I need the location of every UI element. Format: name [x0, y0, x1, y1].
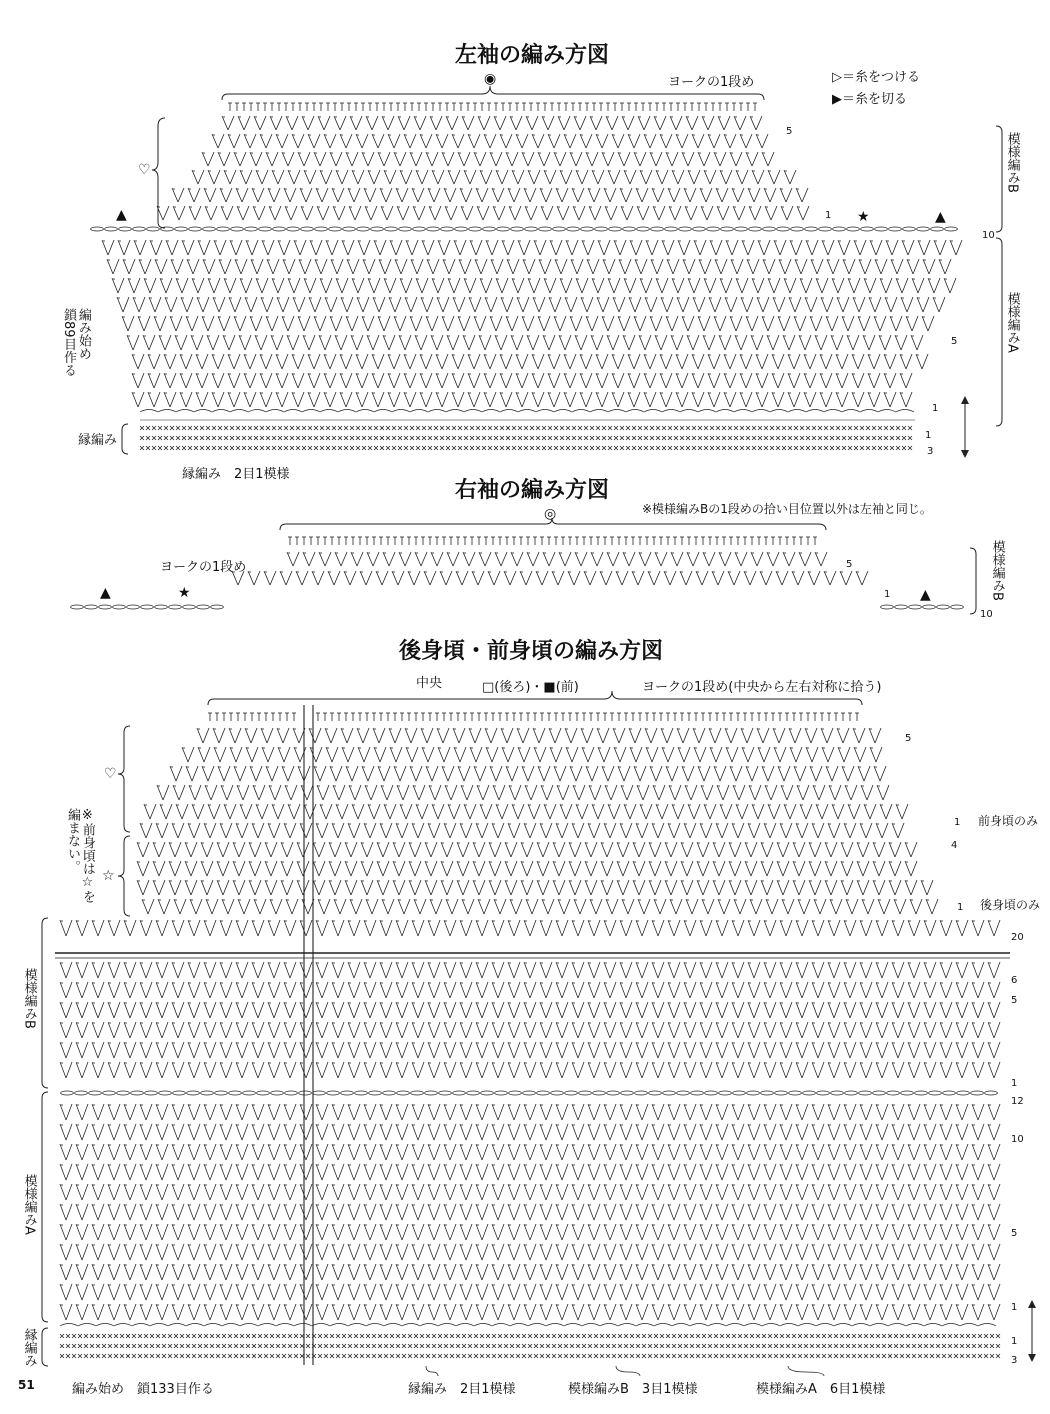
center-label: 中央	[416, 676, 443, 691]
row-number: 1	[954, 817, 961, 828]
front-only-label: 前身頃のみ	[978, 814, 1039, 828]
body-pattern-b-label: 模様編みB	[21, 968, 37, 1029]
star-outline-icon: ☆	[102, 868, 115, 884]
body-yoke-label: ヨークの1段め(中央から左右対称に拾う)	[642, 680, 882, 695]
back-only-label: 後身頃のみ	[980, 898, 1041, 912]
row-number: 5	[846, 559, 853, 570]
row-number: 1	[884, 589, 891, 600]
left-edge-label: 縁編み	[78, 433, 118, 448]
heart-icon: ♡	[138, 162, 151, 178]
row-number: 20	[1011, 932, 1024, 943]
heart-icon: ♡	[104, 766, 117, 782]
center-mark-icon: ◉	[484, 71, 497, 87]
cut-symbol-icon: ▶	[832, 92, 842, 107]
right-yoke-label: ヨークの1段め	[160, 560, 247, 575]
right-sleeve-title: 右袖の編み方図	[455, 478, 610, 503]
row-number: 1	[1011, 1078, 1018, 1089]
row-number: 5	[951, 336, 958, 347]
legend-attach: ▷＝糸をつける	[832, 70, 921, 85]
left-start-label: 編み始め 鎖89目作る	[60, 308, 91, 377]
left-yoke-label: ヨークの1段め	[668, 75, 755, 90]
left-sleeve-title: 左袖の編み方図	[455, 43, 610, 68]
body-pattern-a-label: 模様編みA	[21, 1174, 37, 1235]
row-number: 4	[951, 840, 958, 851]
row-number: 1	[957, 902, 964, 913]
row-number: 1	[932, 403, 939, 414]
row-number: 10	[980, 609, 993, 620]
right-sleeve-note: ※模様編みBの1段めの拾い目位置以外は左袖と同じ。	[642, 502, 932, 516]
front-note: ※前身頃は☆を 編まない。	[64, 808, 95, 903]
center-mark-icon: ◎	[544, 506, 557, 522]
body-title: 後身頃・前身頃の編み方図	[399, 639, 664, 664]
row-number: 5	[905, 733, 912, 744]
row-number: 6	[1011, 975, 1018, 986]
row-number: 10	[1011, 1134, 1024, 1145]
back-front-label: □(後ろ)・■(前)	[482, 680, 579, 695]
footer-edge-label: 縁編み 2目1模様	[408, 1382, 516, 1397]
triangle-icon: ▲	[100, 585, 111, 601]
footer-b-label: 模様編みB 3目1模様	[568, 1382, 698, 1397]
star-icon: ★	[178, 585, 191, 601]
legend-cut: ▶＝糸を切る	[832, 92, 908, 107]
row-number: 3	[927, 446, 934, 457]
row-number: 5	[1011, 1228, 1018, 1239]
triangle-icon: ▲	[920, 587, 931, 603]
row-number: 1	[1011, 1302, 1018, 1313]
row-number: 1	[825, 210, 832, 221]
attach-symbol-icon: ▷	[832, 70, 842, 85]
row-number: 3	[1011, 1355, 1018, 1366]
left-edge-repeat-label: 縁編み 2目1模様	[182, 467, 290, 482]
row-number: 5	[1011, 995, 1018, 1006]
row-number: 1	[925, 430, 932, 441]
row-number: 12	[1011, 1096, 1024, 1107]
page-number: 51	[18, 1378, 35, 1392]
left-pattern-a-label: 模様編みA	[1004, 292, 1020, 353]
footer-a-label: 模様編みA 6目1模様	[756, 1382, 886, 1397]
right-pattern-b-label: 模様編みB	[989, 540, 1005, 601]
star-icon: ★	[857, 209, 870, 225]
triangle-icon: ▲	[935, 209, 946, 225]
left-pattern-b-label: 模様編みB	[1004, 132, 1020, 193]
body-start-label: 編み始め 鎖133目作る	[72, 1382, 214, 1397]
row-number: 5	[786, 126, 793, 137]
body-edge-label: 縁編み	[21, 1328, 37, 1367]
triangle-icon: ▲	[116, 207, 127, 223]
row-number: 10	[982, 230, 995, 241]
row-number: 1	[1011, 1336, 1018, 1347]
